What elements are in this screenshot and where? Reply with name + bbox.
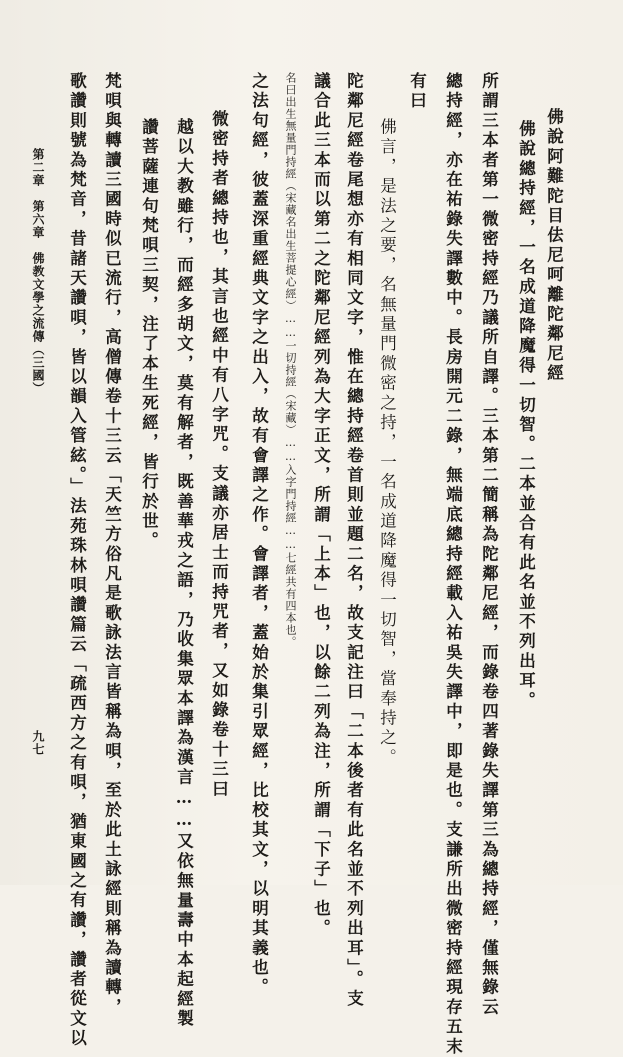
text-column-1: 佛說阿難陀目佉尼呵離陀鄰尼經 <box>544 108 564 384</box>
text-column-10: 之法句經，彼蓋深重經典文字之出入，故有會譯之作。會譯者，蓋始於集引眾經，比校其文，以明其義也。 <box>249 72 269 998</box>
text-column-7: 陀鄰尼經卷尾想亦有相同文字，惟在總持經卷首則並題二名，故支記注曰「二本後者有此名並不列出耳」。支 <box>344 72 364 1010</box>
text-column-5: 有曰 <box>407 72 427 112</box>
text-column-15: 歌讚則號為梵音，昔諸天讚唄，皆以韻入管絃。」法苑珠林唄讚篇云「疏西方之有唄，猶東國之有讚，讚者從文以 <box>67 72 87 1049</box>
text-column-9: 名曰出生無量門持經（宋藏名出生菩提心經）……一切持經（宋藏）……入字門持經……七經共有四本也。 <box>284 72 297 648</box>
text-column-6: 佛言，是法之要，名無量門微密之持，一名成道降魔得一切智，當奉持之。 <box>377 118 397 769</box>
page-number: 九七 <box>31 730 45 756</box>
text-column-13: 讚菩薩連句梵唄三契，注了本生死經，皆行於世。 <box>139 118 159 552</box>
text-column-8: 議合此三本而以第二之陀鄰尼經列為大字正文，所謂「上本」也，以餘二列為注，所謂「下子」也。 <box>311 72 331 939</box>
running-header: 第二章 第六章 佛教文學之流傳（三國） <box>31 148 45 395</box>
text-column-11: 微密持者總持也，其言也經中有八字咒。支議亦居士而持咒者，又如錄卷十三曰 <box>209 110 229 800</box>
text-column-4: 總持經，亦在祐錄失譯數中。長房開元二錄，無端底總持經載入祐吳失譯中，即是也。支謙所出微密持經現存五末 <box>443 72 463 1057</box>
text-column-2: 佛說總持經，一名成道降魔得一切智。二本並合有此名並不列出耳。 <box>516 120 536 711</box>
text-column-12: 越以大教雖行，而經多胡文，莫有解者，既善華戎之語，乃收集眾本譯為漢言……又依無量壽中本起經製 <box>174 118 194 1030</box>
text-column-3: 所謂三本者第一微密持經乃議所自譯。三本第二簡稱為陀鄰尼經，而錄卷四著錄失譯第三為總持經，僅無錄云 <box>479 72 499 1018</box>
text-column-14: 梵唄與轉讀三國時似已流行，高僧傳卷十三云「天竺方俗凡是歌詠法言皆稱為唄，至於此土詠經則稱為讀轉， <box>102 72 122 1018</box>
